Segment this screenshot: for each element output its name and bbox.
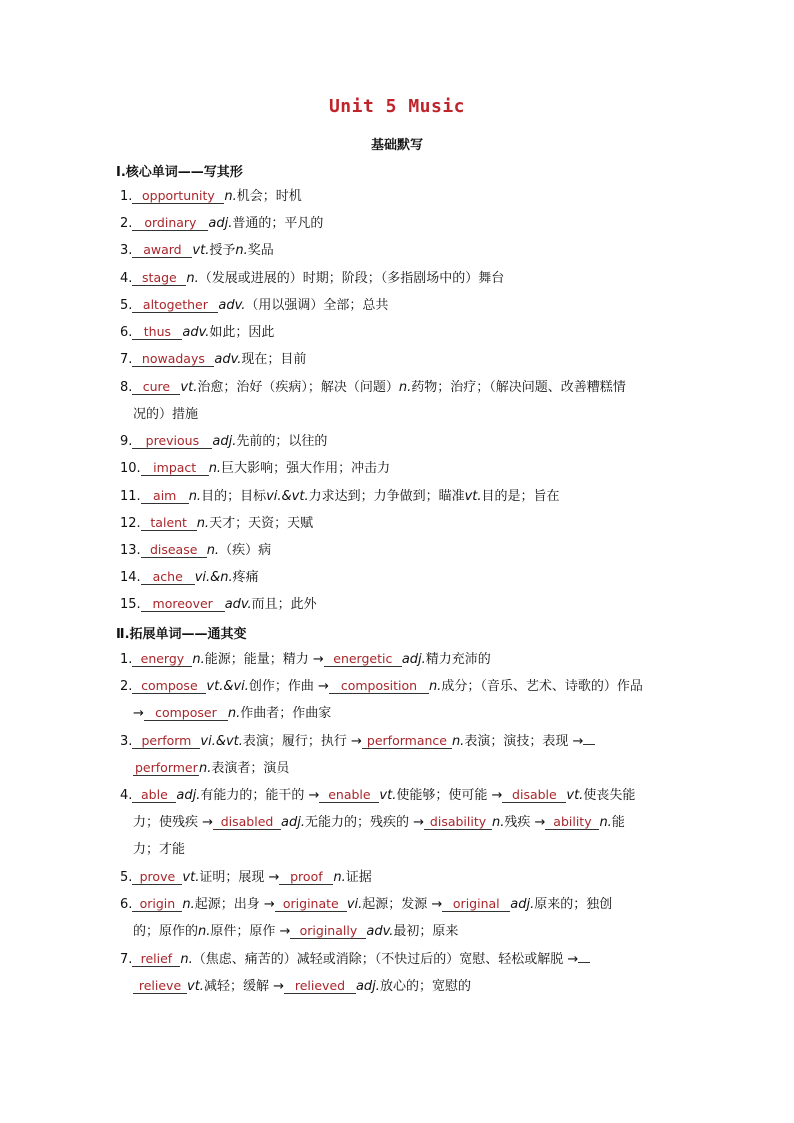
answer: compose [132, 678, 206, 694]
answer: nowadays [132, 351, 214, 367]
answer: prove [132, 869, 182, 885]
answer: originally [290, 923, 366, 939]
ext-line-6-continued: 的；原作的n.原件；原作 → originally adv.最初；原来 [133, 923, 459, 939]
answer: disabled [213, 814, 281, 830]
ext-line-7: 7. relief n.（焦虑、痛苦的）减轻或消除；（不快过后的）宽慰、轻松或解脱 → [120, 951, 590, 969]
ext-line-5: 5. prove vt.证明；展现 → proof n.证据 [120, 869, 372, 885]
ext-line-3: 3. perform vi.&vt.表演；履行；执行 → performance n.表演；演技；表现 → [120, 733, 595, 751]
ext-line-7-continued: relieve vt.减轻；缓解 → relieved adj.放心的；宽慰的 [133, 978, 471, 996]
answer: origin [132, 896, 182, 912]
answer: relieved [284, 978, 356, 994]
answer: aim [141, 488, 189, 504]
answer: award [132, 242, 192, 258]
section-heading-core-words: Ⅰ.核心单词——写其形 [116, 165, 243, 180]
ext-line-1: 1. energy n.能源；能量；精力 → energetic adj.精力充沛的 [120, 651, 491, 667]
word-line-8-continued: 况的）措施 [133, 407, 199, 422]
answer: previous [132, 433, 212, 449]
answer: disable [502, 787, 566, 803]
answer: relief [132, 951, 180, 967]
word-line-7: 7. nowadays adv.现在；目前 [120, 351, 307, 367]
page-subtitle: 基础默写 [370, 138, 423, 153]
ext-line-6: 6. origin n.起源；出身 → originate vi.起源；发源 → original adj.原来的；独创 [120, 896, 613, 912]
answer: composer [144, 705, 228, 721]
section-heading-extended-words: Ⅱ.拓展单词——通其变 [116, 627, 247, 642]
answer: performance [362, 733, 452, 749]
word-line-15: 15. moreover adv.而且；此外 [120, 596, 317, 612]
answer: composition [329, 678, 429, 694]
answer: opportunity [132, 188, 224, 204]
answer: performer [135, 760, 198, 775]
answer: perform [132, 733, 200, 749]
ext-line-3-continued: performern.表演者；演员 [135, 760, 290, 776]
answer: able [132, 787, 176, 803]
word-line-12: 12. talent n.天才；天资；天赋 [120, 515, 314, 531]
answer: enable [319, 787, 379, 803]
answer: originate [275, 896, 347, 912]
answer: moreover [141, 596, 225, 612]
answer: ache [141, 569, 195, 585]
word-line-11: 11. aim n.目的；目标vi.&vt.力求达到；力争做到；瞄准vt.目的是；旨在 [120, 488, 560, 504]
word-line-8: 8. cure vt.治愈；治好（疾病）；解决（问题）n.药物；治疗；（解决问题、改善糟糕情 [120, 379, 626, 395]
word-line-9: 9. previous adj.先前的；以往的 [120, 433, 328, 449]
answer: altogether [132, 297, 218, 313]
word-line-6: 6. thus adv.如此；因此 [120, 324, 275, 340]
answer: ability [545, 814, 599, 830]
answer: original [442, 896, 510, 912]
ext-line-2: 2. compose vt.&vi.创作；作曲 → composition n.成分；（音乐、艺术、诗歌的）作品 [120, 678, 643, 694]
answer: thus [132, 324, 182, 340]
word-line-3: 3. award vt.授予n.奖品 [120, 242, 274, 258]
answer: disability [424, 814, 492, 830]
page-title: Unit 5 Music [328, 96, 466, 117]
word-line-10: 10. impact n.巨大影响；强大作用；冲击力 [120, 460, 391, 476]
ext-line-2-continued: → composer n.作曲者；作曲家 [133, 705, 332, 721]
answer: energetic [324, 651, 402, 667]
word-line-14: 14. ache vi.&n.疼痛 [120, 569, 259, 585]
word-line-2: 2. ordinary adj.普通的；平凡的 [120, 215, 324, 231]
answer: energy [132, 651, 192, 667]
answer: talent [141, 515, 197, 531]
ext-line-4-continued-2: 力；才能 [133, 842, 186, 857]
word-line-1: 1. opportunity n.机会；时机 [120, 188, 302, 204]
answer: cure [132, 379, 180, 395]
answer: impact [141, 460, 209, 476]
word-line-5: 5. altogether adv.（用以强调）全部；总共 [120, 297, 389, 313]
ext-line-4-continued: 力；使残疾 → disabled adj.无能力的；残疾的 → disability n.残疾 → ability n.能 [133, 814, 625, 830]
answer: ordinary [132, 215, 208, 231]
word-line-13: 13. disease n.（疾）病 [120, 542, 272, 558]
answer: proof [279, 869, 333, 885]
answer: stage [132, 270, 186, 286]
ext-line-4: 4. able adj.有能力的；能干的 → enable vt.使能够；使可能 → disable vt.使丧失能 [120, 787, 636, 803]
answer: relieve [133, 978, 187, 994]
answer: disease [141, 542, 207, 558]
word-line-4: 4. stage n.（发展或进展的）时期；阶段；（多指剧场中的）舞台 [120, 270, 505, 286]
